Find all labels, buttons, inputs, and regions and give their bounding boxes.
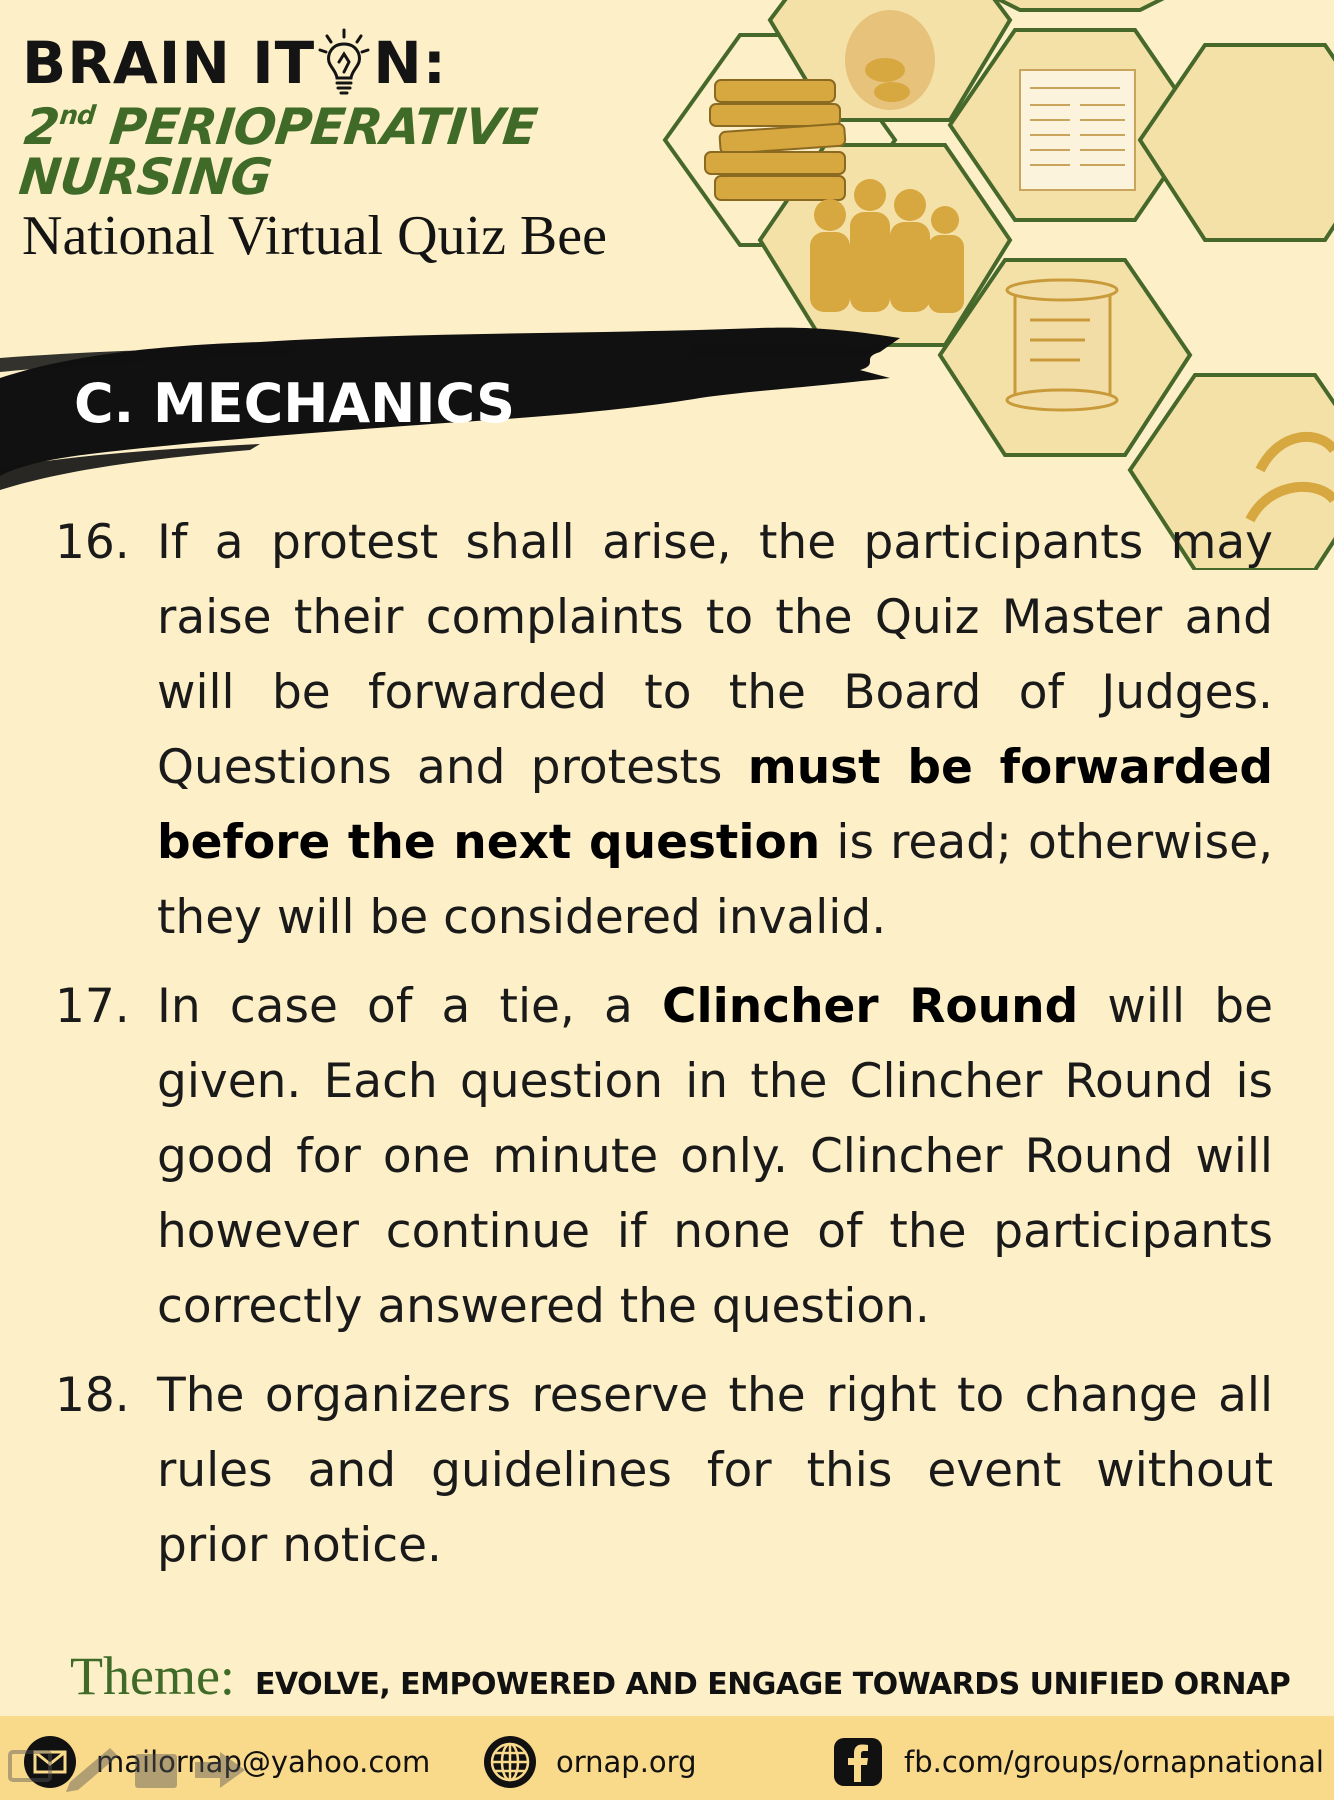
website-contact[interactable] (482, 1734, 697, 1790)
title-subject: PERIOPERATIVE NURSING (16, 98, 540, 206)
theme-text: EVOLVE, EMPOWERED AND ENGAGE TOWARDS UNIFIED ORNAP (254, 1667, 1291, 1702)
rule-emphasis: Clincher Round (662, 979, 1079, 1034)
rule-text (157, 1358, 1273, 1583)
facebook-contact[interactable] (830, 1734, 1324, 1790)
rule-number: 17. (55, 979, 130, 1034)
facebook-text[interactable]: fb.com/groups/ornapnational (904, 1745, 1324, 1779)
facebook-icon (830, 1734, 886, 1790)
lightbulb-icon (317, 28, 371, 98)
globe-icon (482, 1734, 538, 1790)
title-brain-it-on (22, 28, 682, 97)
title-ordinal: 2 (21, 98, 62, 156)
rule-item-17 (55, 969, 1273, 1344)
mail-tool-icon (10, 1752, 50, 1780)
website-text[interactable]: ornap.org (556, 1745, 697, 1779)
annotation-toolbar[interactable] (0, 1734, 250, 1794)
rule-text-part: The organizers reserve the right to change all rules and guidelines for this event without prior notice. (157, 1368, 1273, 1573)
title-part-n: N: (373, 29, 447, 97)
rule-text-part: If a protest shall arise, the participants may raise their complaints to the Quiz Master and will be forwarded to the Board of Judges. Questions and protests (157, 515, 1273, 795)
rule-text (157, 505, 1273, 955)
pencil-tool-icon (66, 1748, 118, 1792)
rule-text (157, 969, 1273, 1344)
email-text[interactable]: mailornap@yahoo.com (96, 1745, 431, 1779)
title-perioperative-nursing (16, 98, 688, 206)
rule-number: 16. (55, 515, 130, 570)
rule-item-16 (55, 505, 1273, 955)
rule-text-part: In case of a tie, a (157, 979, 663, 1034)
title-ordinal-suffix: nd (58, 101, 97, 131)
notes-tool-icon (135, 1754, 177, 1788)
rule-emphasis: must be forwarded before the next question (157, 740, 1273, 870)
rule-text-part: will be given. Each question in the Clincher Round is good for one minute only. Clincher Round will however continue if none of the participants correctly answered the question. (157, 979, 1273, 1334)
rules-list (55, 505, 1273, 1597)
section-title: C. MECHANICS (74, 372, 515, 435)
theme-label: Theme: (70, 1646, 235, 1706)
event-title (16, 28, 682, 267)
rule-item-18 (55, 1358, 1273, 1583)
theme-line (70, 1645, 1290, 1707)
title-part-brain-it: BRAIN IT (22, 29, 316, 97)
rule-number: 18. (55, 1368, 130, 1423)
arrow-tool-icon (195, 1752, 245, 1788)
rule-text-part: is read; otherwise, they will be considered invalid. (157, 815, 1274, 945)
title-quiz-bee: National Virtual Quiz Bee (22, 205, 607, 267)
